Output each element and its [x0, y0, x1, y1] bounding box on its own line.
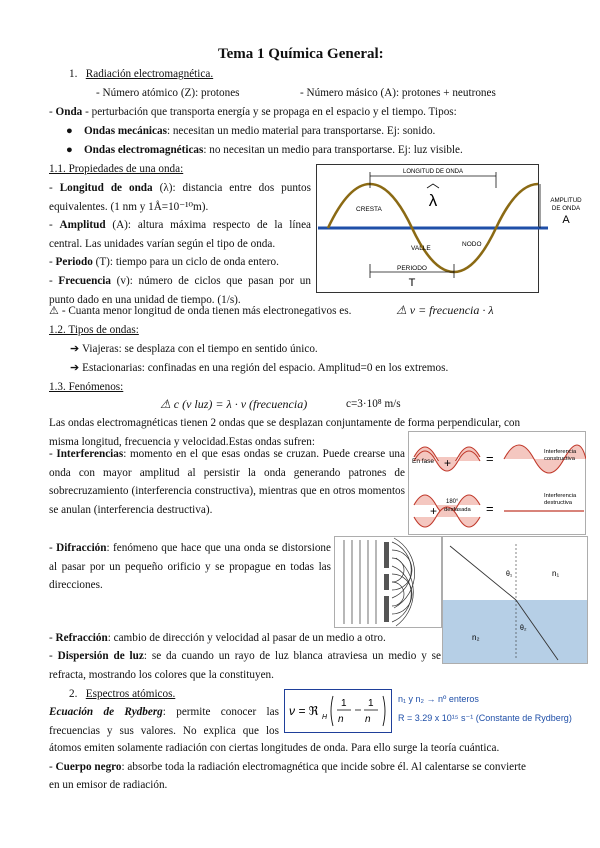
- onda-definition: - Onda - perturbación que transporta energía y se propaga en el espacio y el tiempo. Tipos:: [49, 106, 457, 118]
- black-body-text: - Cuerpo negro: absorbe toda la radiación electromagnética que incide sobre él. Al calentarse se convierte: [49, 761, 526, 773]
- term: Ondas electromagnéticas: [83, 144, 204, 156]
- definition: : se da cuando un rayo de luz blanca atraviesa un medio y se refracta, mostrando los colores que la constituyen.: [49, 650, 441, 681]
- definition: : fenómeno que hace que una onda se distorsione al pasar por un pequeño orificio y se propague en todas las direcciones.: [49, 542, 331, 592]
- term: Frecuencia: [58, 274, 111, 287]
- definition: (v): número de ciclos que pasan por un: [111, 274, 311, 287]
- term: Refracción: [55, 632, 108, 644]
- in-phase-label: En fase: [412, 458, 435, 465]
- constructive-label-1: Interferencia: [544, 449, 577, 455]
- term: Longitud de onda: [59, 182, 153, 194]
- refraction-angle-label: θ₂: [520, 625, 527, 632]
- rydberg-text: [49, 703, 279, 740]
- equals-sign-2: =: [486, 501, 494, 516]
- second-medium: [443, 600, 587, 663]
- definition-cont: punto dado en una unidad de tiempo. (1/s).: [49, 293, 241, 306]
- section-1-heading: [69, 67, 213, 82]
- diffraction-diagram: [334, 536, 442, 628]
- atomic-number-line: - Número atómico (Z): protones: [96, 87, 240, 99]
- section-number: 2.: [69, 688, 78, 700]
- dash: -: [49, 256, 56, 269]
- dispersion-text: - Dispersión de luz: se da cuando un rayo de luz blanca atraviesa un medio y se refracta, mostrando los colores que la constituyen.: [49, 650, 441, 681]
- term: Interferencias: [56, 448, 124, 460]
- definition-cont: central. Las unidades varían según el tipo de onda.: [49, 237, 276, 250]
- formula-subscript: H: [322, 714, 328, 721]
- rydberg-formula: [285, 690, 391, 732]
- term: Periodo: [55, 256, 93, 269]
- refraction-text: - Refracción: cambio de dirección y velocidad al pasar de un medio a otro.: [49, 632, 386, 644]
- dash: -: [49, 219, 60, 232]
- term: Ecuación de Rydberg: [49, 706, 163, 718]
- em-waves-paragraph-2: misma longitud, frecuencia y velocidad.Estas ondas sufren:: [49, 436, 315, 448]
- amplitude-symbol: A: [562, 214, 570, 226]
- definition: (λ): distancia entre dos puntos: [152, 182, 311, 194]
- wavelength-label: LONGITUD DE ONDA: [402, 169, 464, 175]
- definition: (T): tiempo para un ciclo de onda entero.: [92, 256, 279, 269]
- formula-den-1: n: [338, 714, 344, 725]
- lambda-symbol: λ: [428, 191, 438, 210]
- warning-electronegativity: ⚠ - Cuanta menor longitud de onda tienen más electronegativos es.: [49, 305, 352, 317]
- light-speed-equation: ⚠ c (v luz) = λ · v (frecuencia): [160, 397, 308, 411]
- dash: -: [49, 182, 60, 194]
- definition: : permite conocer las: [162, 706, 279, 718]
- definition: : cambio de dirección y velocidad al pasar de un medio a otro.: [107, 632, 386, 644]
- period-symbol: T: [408, 277, 416, 289]
- definition: (A): altura máxima respecto de la línea: [105, 219, 311, 232]
- definition: - perturbación que transporta energía y se propaga en el espacio y el tiempo. Tipos:: [82, 106, 457, 118]
- formula-lhs: ν = ℜ: [289, 704, 319, 718]
- subsection-1-2-heading: 1.2. Tipos de ondas:: [49, 324, 139, 336]
- term: Ondas mecánicas: [83, 125, 167, 137]
- page-title: Tema 1 Química General:: [218, 46, 384, 62]
- mass-number-line: - Número másico (A): protones + neutrones: [300, 87, 496, 99]
- rydberg-note-constant: R = 3.29 x 10¹⁵ s⁻¹ (Constante de Rydberg): [398, 713, 572, 723]
- refraction-diagram: [442, 536, 588, 664]
- wave-diagram: [316, 164, 588, 294]
- bullet-standing-waves: ➔ Estacionarias: confinadas en una región del espacio. Amplitud=0 en los extremos.: [70, 362, 449, 374]
- first-medium-index: n₁: [552, 569, 560, 578]
- bullet-mechanical: ● Ondas mecánicas: necesitan un medio material para transportarse. Ej: sonido.: [66, 125, 436, 137]
- formula-num-1: 1: [341, 698, 347, 709]
- definition-cont: frecuencias y sus valores. No explica que los: [49, 724, 279, 737]
- plus-sign-1: +: [444, 456, 452, 470]
- bullet-traveling-waves: ➔ Viajeras: se desplaza con el tiempo en sentido único.: [70, 343, 318, 355]
- velocity-equation: ⚠ v = frecuencia · λ: [396, 303, 494, 317]
- amplitude-label-2: DE ONDA: [551, 205, 581, 212]
- diffraction-text: - Difracción: fenómeno que hace que una onda se distorsione al pasar por un pequeño orificio y se propague en todas las direcciones.: [49, 542, 331, 592]
- destructive-label-2: destructiva: [544, 500, 573, 506]
- node-label: NODO: [462, 241, 482, 248]
- rydberg-note-integers: n₁ y n₂ → nº enteros: [398, 694, 479, 704]
- dash: -: [49, 274, 59, 287]
- term: Amplitud: [59, 219, 106, 232]
- barrier-top: [384, 542, 389, 568]
- subsection-1-1-heading: 1.1. Propiedades de una onda:: [49, 163, 184, 175]
- period-label: PERIODO: [397, 265, 427, 272]
- constructive-label-2: constructiva: [544, 456, 575, 462]
- definition: : necesitan un medio material para transportarse. Ej: sonido.: [166, 125, 436, 137]
- definition-cont: equivalentes. (1 nm y 1Å=10⁻¹⁰m).: [49, 200, 209, 213]
- equals-sign-1: =: [486, 451, 494, 466]
- amplitude-label-1: AMPLITUD: [550, 197, 582, 204]
- formula-den-2: n: [365, 714, 371, 725]
- wave-properties-text: [49, 179, 311, 309]
- em-waves-paragraph-1: Las ondas electromagnéticas tienen 2 ondas que se desplazan conjuntamente de forma perpendicular, con: [49, 417, 521, 429]
- out-of-phase-label: desfasada: [444, 507, 471, 513]
- definition: : absorbe toda la radiación electromagnética que incide sobre él. Al calentarse se convierte: [121, 761, 526, 773]
- right-paren-icon: [383, 696, 385, 726]
- trough-label: VALLE: [411, 245, 431, 252]
- phase-degree-label: 180°: [446, 499, 459, 505]
- formula-num-2: 1: [368, 698, 374, 709]
- definition: : momento en el que esas ondas se cruzan. Puede crearse una onda con mayor amplitud al persistir la onda generando patrones de sobrecruzamiento (interferencia constructiva), mientras que en otros momentos se anulan (interferencia destructiva).: [49, 448, 405, 516]
- rydberg-formula-box: [284, 689, 392, 733]
- barrier-middle: [384, 574, 389, 590]
- black-body-text-cont: en un emisor de radiación.: [49, 779, 168, 791]
- barrier-bottom: [384, 596, 389, 622]
- second-medium-index: n₂: [472, 633, 480, 642]
- bullet-electromagnetic: ● Ondas electromagnéticas: no necesitan un medio para transportarse. Ej: luz visible.: [66, 144, 463, 156]
- term: Cuerpo negro: [55, 761, 122, 773]
- subsection-1-3-heading: 1.3. Fenómenos:: [49, 381, 124, 393]
- section-title: Radiación electromagnética.: [85, 68, 214, 80]
- plus-sign-2: +: [430, 504, 438, 518]
- definition: : no necesitan un medio para transportarse. Ej: luz visible.: [203, 144, 463, 156]
- term: Difracción: [56, 542, 107, 554]
- left-paren-icon: [331, 696, 333, 726]
- rydberg-text-cont: átomos emiten solamente radiación con ciertas longitudes de onda. Para ello surge la teoría cuántica.: [49, 742, 500, 754]
- light-speed-value: c=3·10⁸ m/s: [346, 398, 401, 410]
- term: Dispersión de luz: [57, 650, 144, 662]
- incidence-angle-label: θ₁: [506, 571, 513, 578]
- section-title: Espectros atómicos.: [85, 688, 176, 700]
- destructive-label-1: Interferencia: [544, 493, 577, 499]
- section-2-heading: [69, 687, 175, 702]
- interference-diagram: [408, 431, 586, 535]
- section-number: 1.: [69, 68, 78, 80]
- interference-text: - Interferencias: momento en el que esas ondas se cruzan. Puede crearse una onda con mayor amplitud al persistir la onda generando patrones de sobrecruzamiento (interferencia constructiva), mientras que en otros momentos se anulan (interferencia destructiva).: [49, 448, 405, 516]
- term: Onda: [55, 106, 83, 118]
- crest-label: CRESTA: [356, 206, 382, 213]
